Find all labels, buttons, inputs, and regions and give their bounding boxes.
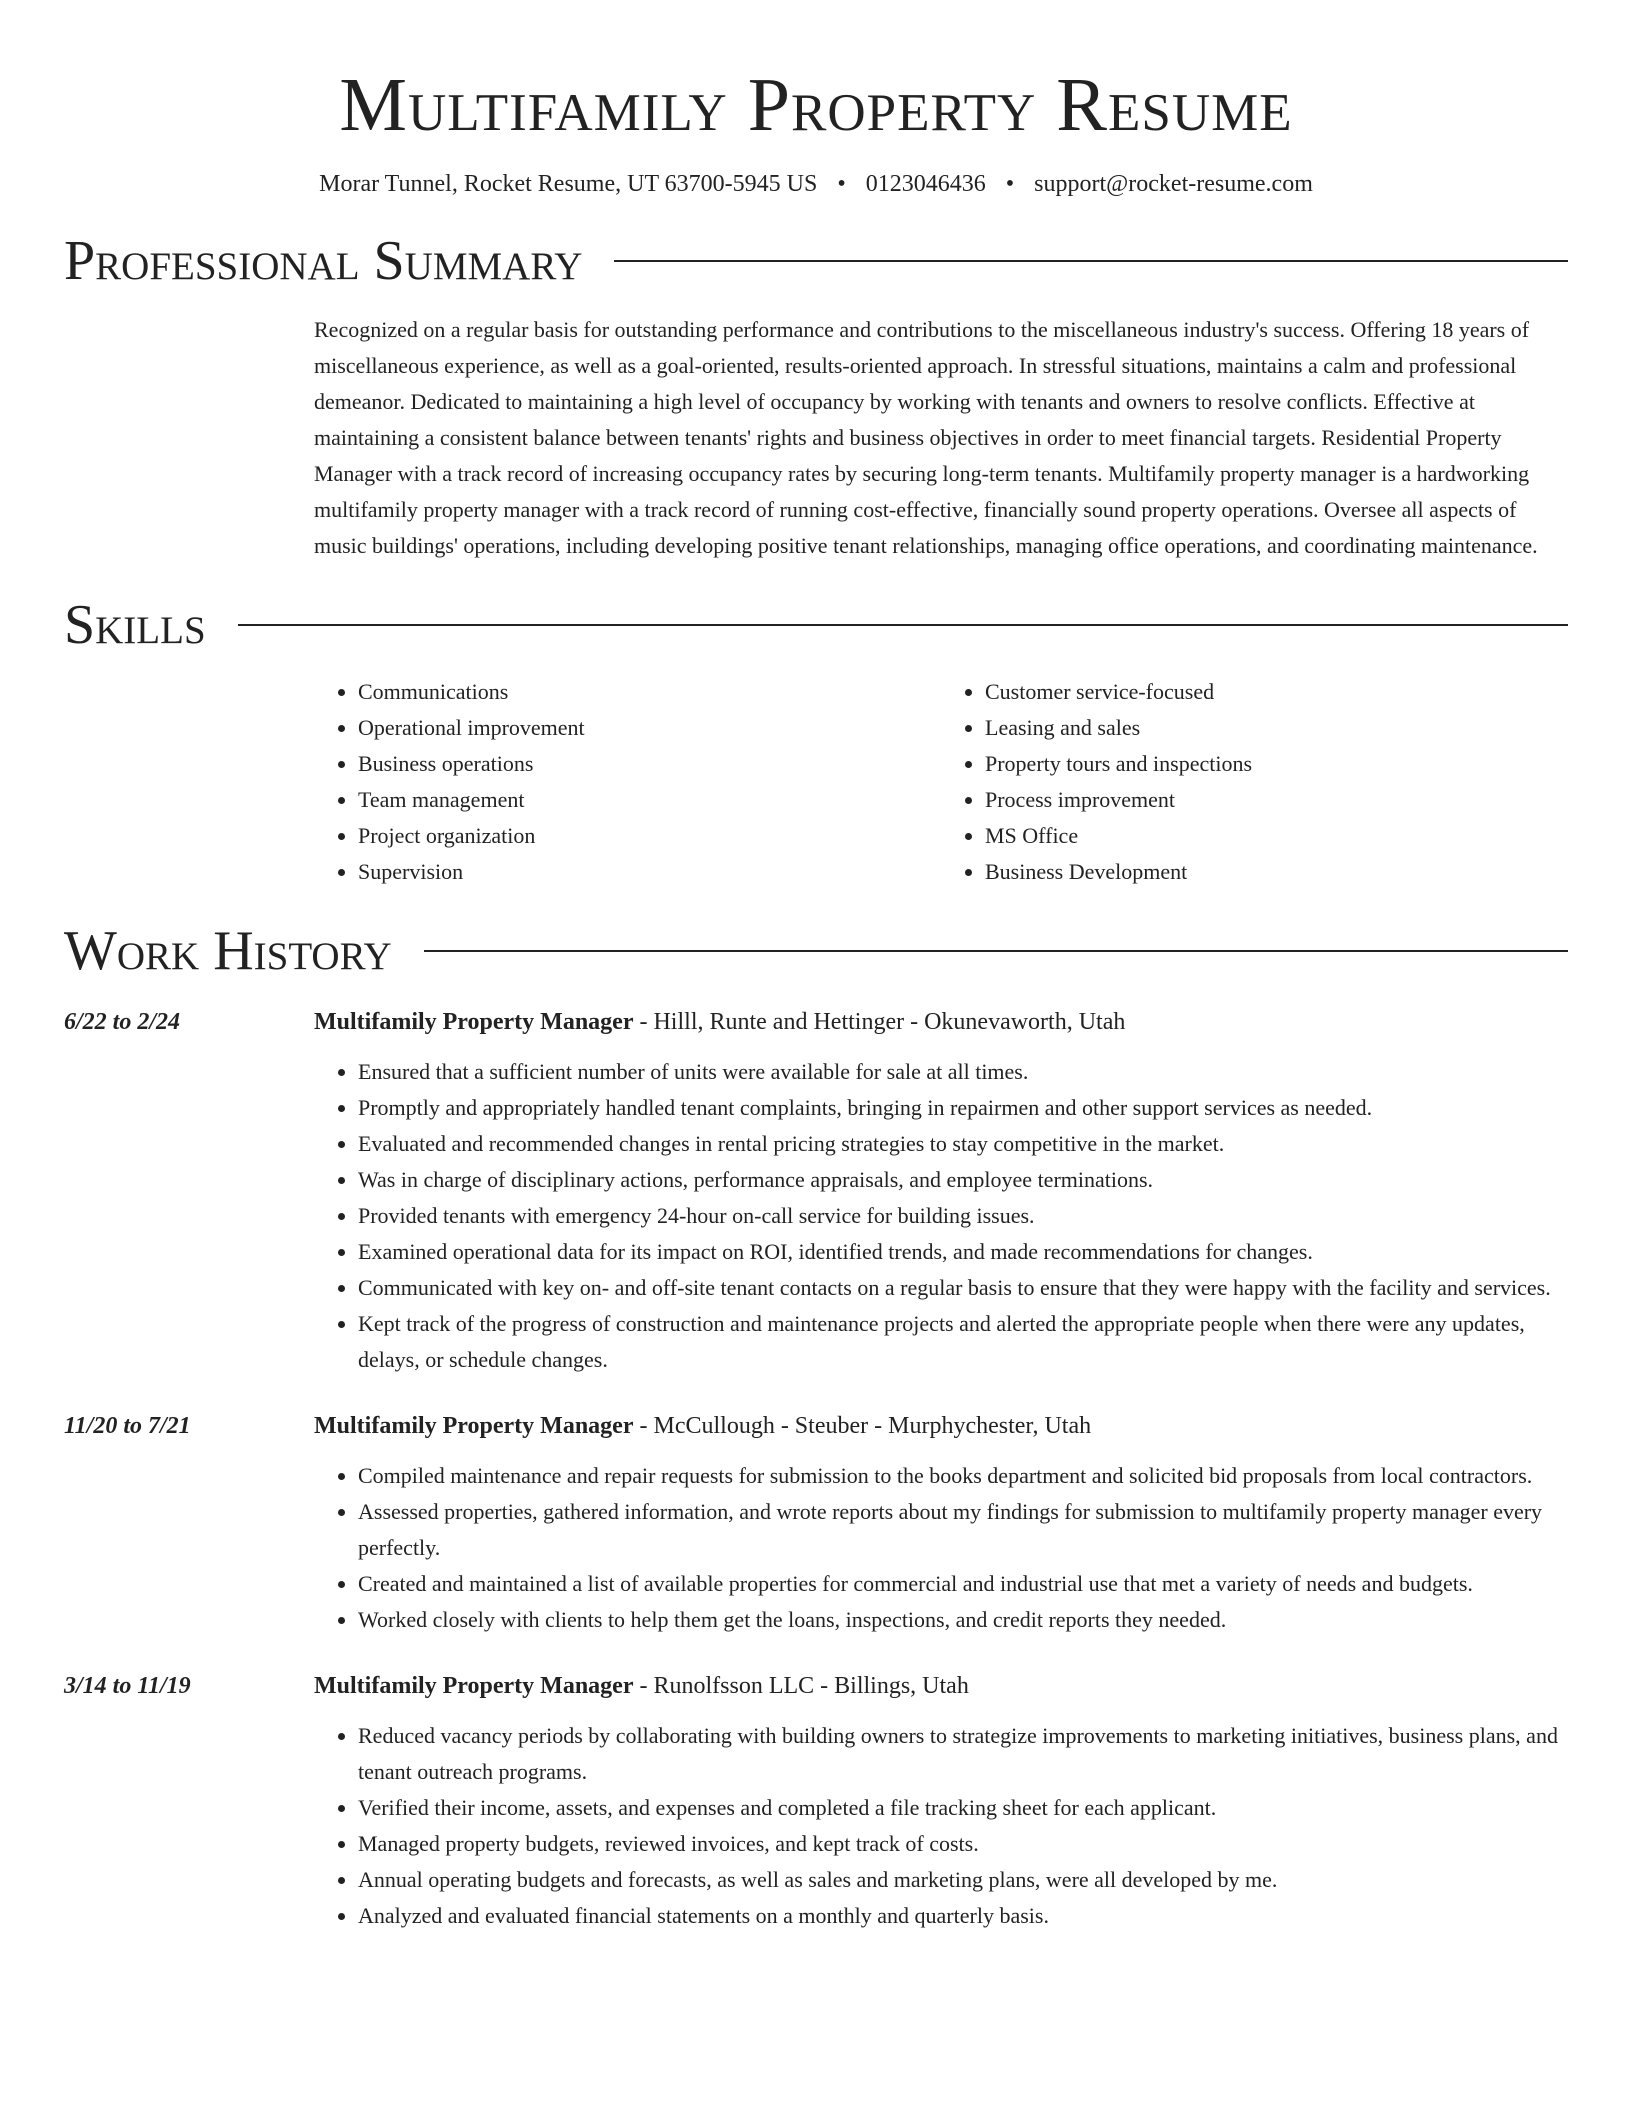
job-bullet: • Reduced vacancy periods by collaborating with building owners to strategize improvements to marketing initiatives, business plans, and tenant outreach programs. xyxy=(358,1718,1568,1790)
job-bullet: • Provided tenants with emergency 24-hour on-call service for building issues. xyxy=(358,1198,1568,1234)
job-body xyxy=(314,1668,1568,1934)
job-bullet: • Kept track of the progress of construction and maintenance projects and alerted the appropriate people when there were any updates, delays, or schedule changes. xyxy=(358,1306,1568,1378)
section-header-skills xyxy=(64,594,1568,656)
skills-list xyxy=(314,674,1568,890)
job-bullet: • Communicated with key on- and off-site tenant contacts on a regular basis to ensure that they were happy with the facility and services. xyxy=(358,1270,1568,1306)
skill-item: • Project organization xyxy=(358,818,941,854)
job-heading xyxy=(314,1408,1568,1444)
section-header-summary xyxy=(64,230,1568,292)
skills-column-left xyxy=(314,674,941,890)
section-title-skills: Skills xyxy=(64,594,206,656)
job-bullet: • Evaluated and recommended changes in rental pricing strategies to stay competitive in the market. xyxy=(358,1126,1568,1162)
job-bullet: • Analyzed and evaluated financial statements on a monthly and quarterly basis. xyxy=(358,1898,1568,1934)
contact-separator: • xyxy=(837,171,846,197)
skill-item: • Communications xyxy=(358,674,941,710)
skill-item: • Operational improvement xyxy=(358,710,941,746)
job-bullet: • Verified their income, assets, and expenses and completed a file tracking sheet for each applicant. xyxy=(358,1790,1568,1826)
job-entry xyxy=(64,1004,1568,1378)
skill-item: • Customer service-focused xyxy=(985,674,1568,710)
contact-separator: • xyxy=(1005,171,1015,197)
job-bullets xyxy=(314,1718,1568,1934)
job-title: Multifamily Property Manager xyxy=(314,1413,634,1439)
job-bullets xyxy=(314,1054,1568,1378)
job-bullet: • Was in charge of disciplinary actions, performance appraisals, and employee terminations. xyxy=(358,1162,1568,1198)
job-bullet: • Ensured that a sufficient number of units were available for sale at all times. xyxy=(358,1054,1568,1090)
job-heading xyxy=(314,1004,1568,1040)
job-entry xyxy=(64,1668,1568,1934)
contact-phone: 0123046436 xyxy=(865,171,986,197)
job-body xyxy=(314,1004,1568,1378)
job-bullet: • Managed property budgets, reviewed invoices, and kept track of costs. xyxy=(358,1826,1568,1862)
job-bullet: • Examined operational data for its impact on ROI, identified trends, and made recommendations for changes. xyxy=(358,1234,1568,1270)
resume-title: Multifamily Property Resume xyxy=(339,63,1293,147)
job-bullet: • Annual operating budgets and forecasts, as well as sales and marketing plans, were all developed by me. xyxy=(358,1862,1568,1898)
skills-column-right xyxy=(941,674,1568,890)
section-title-summary: Professional Summary xyxy=(64,230,583,292)
job-bullet: • Promptly and appropriately handled tenant complaints, bringing in repairmen and other support services as needed. xyxy=(358,1090,1568,1126)
job-dates: 11/20 to 7/21 xyxy=(64,1413,191,1439)
contact-address: Morar Tunnel, Rocket Resume, UT 63700-5945 US xyxy=(319,171,818,197)
contact-email: support@rocket-resume.com xyxy=(1034,171,1313,197)
job-body xyxy=(314,1408,1568,1638)
skill-item: • Property tours and inspections xyxy=(985,746,1568,782)
job-employer: - Hilll, Runte and Hettinger - Okunevaworth, Utah xyxy=(633,1009,1126,1035)
job-bullet: • Worked closely with clients to help them get the loans, inspections, and credit reports they needed. xyxy=(358,1602,1568,1638)
job-employer: - Runolfsson LLC - Billings, Utah xyxy=(633,1673,969,1699)
job-dates: 3/14 to 11/19 xyxy=(64,1673,191,1699)
section-rule xyxy=(614,260,1568,262)
summary-text: Recognized on a regular basis for outstanding performance and contributions to the miscellaneous industry's success. Offering 18 years of miscellaneous experience, as well as a goal-oriented, results-oriented approach. In stressful situations, maintains a calm and professional demeanor. Dedicated to maintaining a high level of occupancy by working with tenants and owners to resolve conflicts. Effective at maintaining a consistent balance between tenants' rights and business objectives in order to meet financial targets. Residential Property Manager with a track record of increasing occupancy rates by securing long-term tenants. Multifamily property manager is a hardworking multifamily property manager with a track record of running cost-effective, financially sound property operations. Oversee all aspects of music buildings' operations, including developing positive tenant relationships, managing office operations, and coordinating maintenance. xyxy=(314,317,1538,558)
section-rule xyxy=(238,624,1568,626)
job-heading xyxy=(314,1668,1568,1704)
skill-item: • Business operations xyxy=(358,746,941,782)
job-employer: - McCullough - Steuber - Murphychester, Utah xyxy=(633,1413,1092,1439)
job-title: Multifamily Property Manager xyxy=(314,1009,634,1035)
job-dates: 6/22 to 2/24 xyxy=(64,1009,181,1035)
job-bullet: • Assessed properties, gathered information, and wrote reports about my findings for submission to multifamily property manager every perfectly. xyxy=(358,1494,1568,1566)
job-bullet: • Compiled maintenance and repair requests for submission to the books department and solicited bid proposals from local contractors. xyxy=(358,1458,1568,1494)
job-title: Multifamily Property Manager xyxy=(314,1673,634,1699)
section-rule xyxy=(424,950,1568,952)
section-title-work: Work History xyxy=(64,920,392,982)
skill-item: • Team management xyxy=(358,782,941,818)
skill-item: • MS Office xyxy=(985,818,1568,854)
skill-item: • Business Development xyxy=(985,854,1568,890)
skill-item: • Leasing and sales xyxy=(985,710,1568,746)
section-header-work xyxy=(64,920,1568,982)
skill-item: • Supervision xyxy=(358,854,941,890)
skill-item: • Process improvement xyxy=(985,782,1568,818)
job-entry xyxy=(64,1408,1568,1638)
contact-line xyxy=(64,168,1568,200)
job-bullets xyxy=(314,1458,1568,1638)
job-bullet: • Created and maintained a list of available properties for commercial and industrial use that met a variety of needs and budgets. xyxy=(358,1566,1568,1602)
